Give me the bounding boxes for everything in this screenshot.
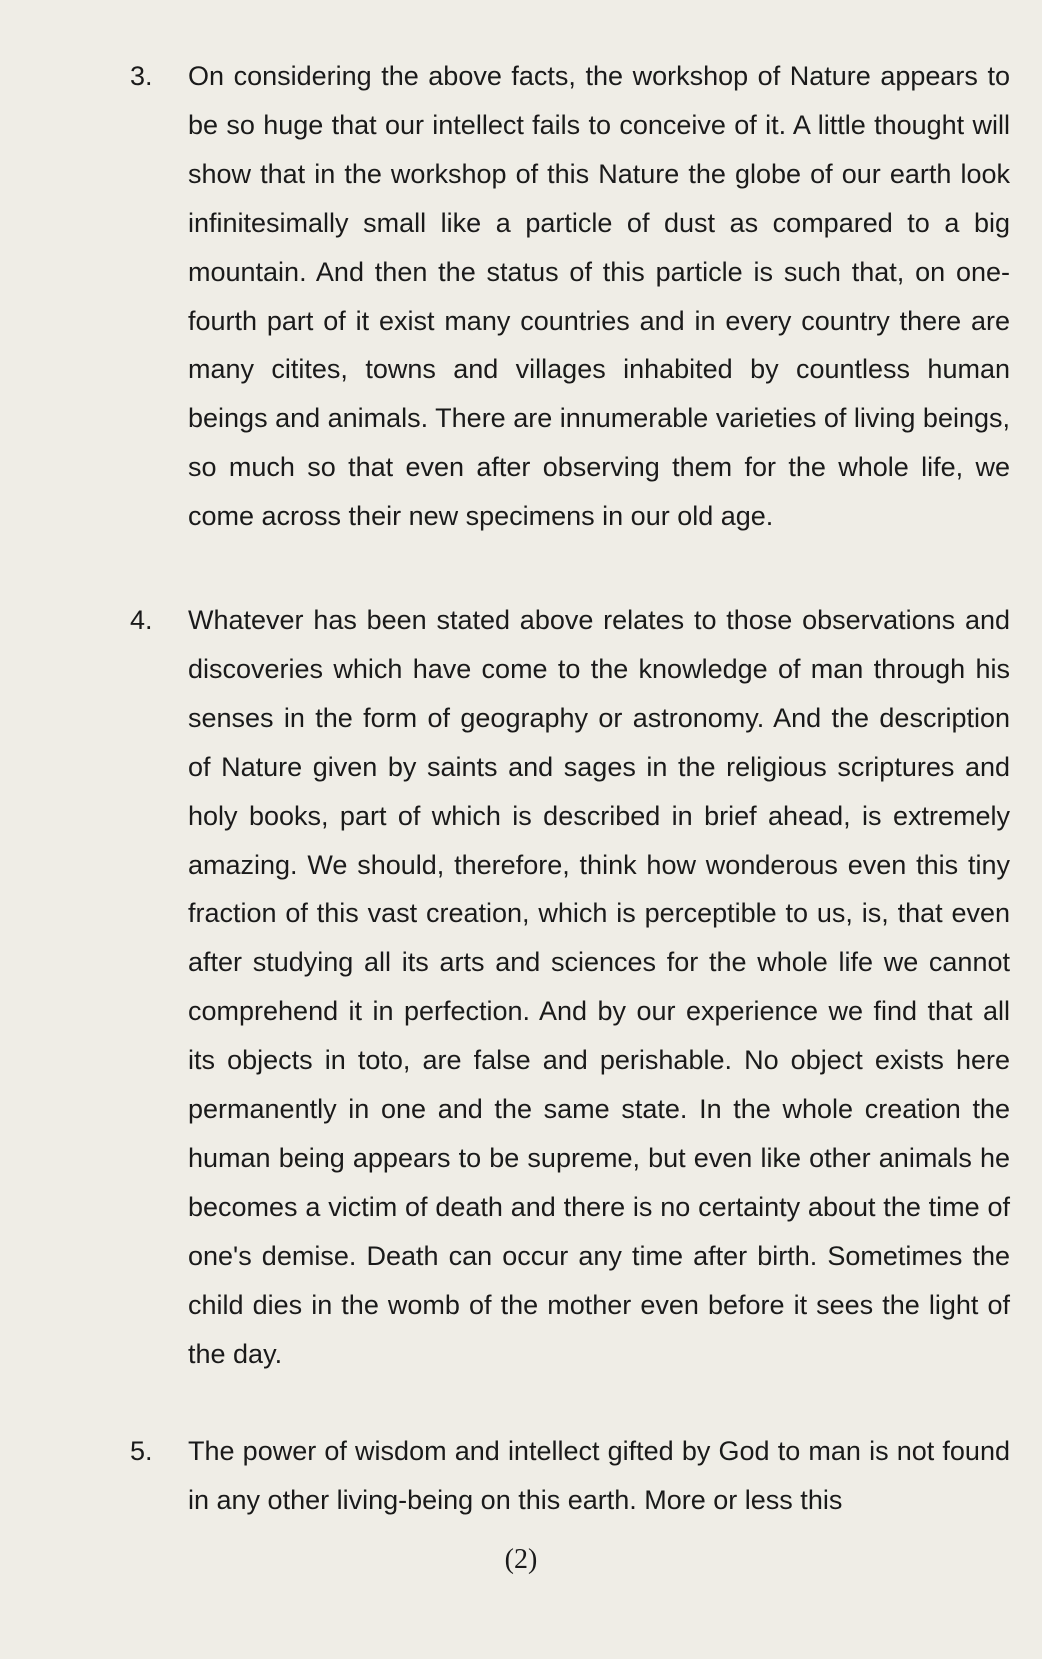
paragraph-number: 3. bbox=[130, 61, 153, 91]
paragraph-5 bbox=[130, 1427, 1010, 1525]
paragraph-number: 5. bbox=[130, 1436, 153, 1466]
paragraph-text: On considering the above facts, the workshop of Nature appears to be so huge that our intellect fails to conceive of it. A little thought will show that in the workshop of this Nature the globe of our earth look infinitesimally small like a particle of dust as compared to a big mountain. And then the status of this particle is such that, on one-fourth part of it exist many countries and in every country there are many citites, towns and villages inhabited by countless human beings and animals. There are innumerable varieties of living beings, so much so that even after observing them for the whole life, we come across their new specimens in our old age. bbox=[188, 61, 1010, 532]
paragraph-text: The power of wisdom and intellect gifted by God to man is not found in any other living-being on this earth. More or less this bbox=[188, 1436, 1010, 1515]
paragraph-text: Whatever has been stated above relates to those observations and discoveries which have come to the knowledge of man through his senses in the form of geography or astronomy. And the description of Nature given by saints and sages in the religious scriptures and holy books, part of which is described in brief ahead, is extremely amazing. We should, therefore, think how wonderous even this tiny fraction of this vast creation, which is perceptible to us, is, that even after studying all its arts and sciences for the whole life we cannot comprehend it in perfection. And by our experience we find that all its objects in toto, are false and perishable. No object exists here permanently in one and the same state. In the whole creation the human being appears to be supreme, but even like other animals he becomes a victim of death and there is no certainty about the time of one's demise. Death can occur any time after birth. Sometimes the child dies in the womb of the mother even before it sees the light of the day. bbox=[188, 605, 1010, 1369]
page-number: (2) bbox=[504, 1544, 538, 1575]
paragraph-number: 4. bbox=[130, 605, 153, 635]
paragraph-4 bbox=[130, 596, 1010, 1379]
paragraph-3 bbox=[130, 52, 1010, 541]
